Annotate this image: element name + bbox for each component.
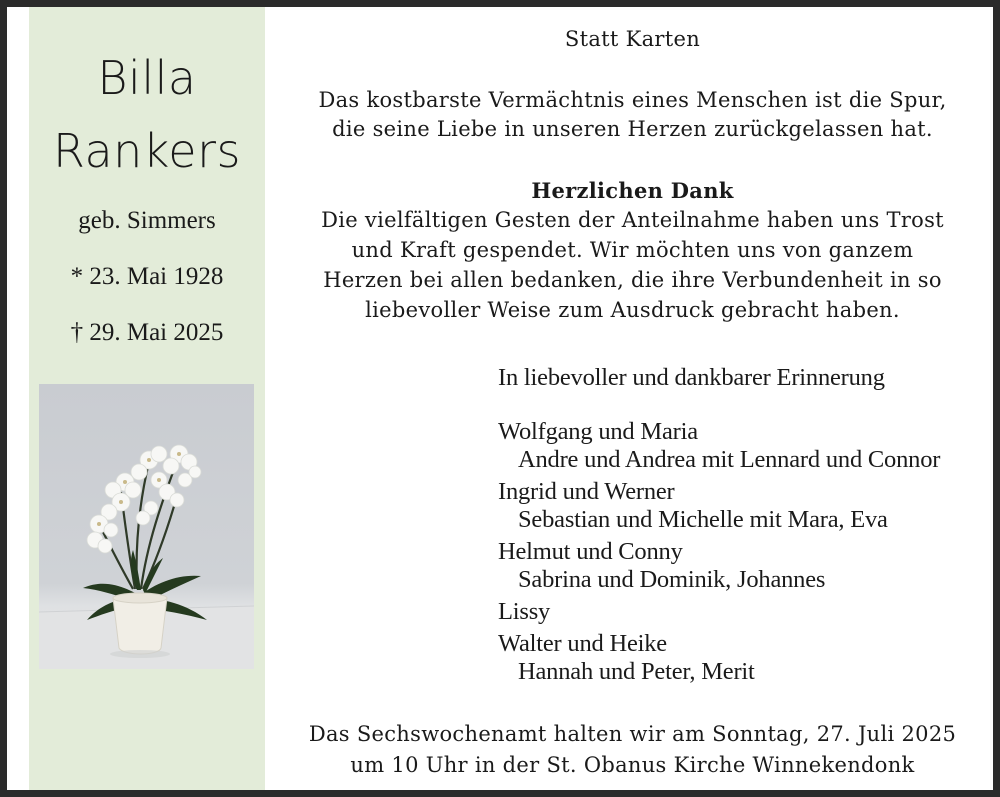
orchid-illustration — [39, 384, 254, 669]
family-parents: Helmut und Conny — [498, 538, 683, 565]
deceased-last-name: Rankers — [53, 124, 241, 178]
birth-name: geb. Simmers — [78, 207, 216, 234]
remembrance-line: In liebevoller und dankbarer Erinnerung — [498, 364, 885, 391]
family-children: Hannah und Peter, Merit — [518, 658, 755, 685]
death-date: † 29. Mai 2025 — [70, 319, 224, 346]
notice-content — [265, 7, 1000, 790]
family-children: Andre und Andrea mit Lennard und Connor — [518, 446, 941, 473]
service-line-2: um 10 Uhr in der St. Obanus Kirche Winnekendonk — [350, 753, 915, 777]
thanks-heading: Herzlichen Dank — [531, 178, 734, 203]
quote-line-1: Das kostbarste Vermächtnis eines Menschen ist die Spur, — [318, 88, 947, 112]
sidebar-panel — [29, 7, 265, 790]
quote-line-2: die seine Liebe in unseren Herzen zurückgelassen hat. — [332, 117, 933, 141]
deceased-first-name: Billa — [97, 51, 197, 105]
thanks-line-1: Die vielfältigen Gesten der Anteilnahme haben uns Trost — [321, 208, 944, 232]
thanks-line-4: liebevoller Weise zum Ausdruck gebracht haben. — [365, 298, 900, 322]
notice-header: Statt Karten — [564, 27, 701, 51]
service-line-1: Das Sechswochenamt halten wir am Sonntag, 27. Juli 2025 — [308, 722, 957, 746]
family-parents: Walter und Heike — [498, 630, 667, 657]
family-parents: Ingrid und Werner — [498, 478, 675, 505]
family-children: Sebastian und Michelle mit Mara, Eva — [518, 506, 888, 533]
family-parents: Lissy — [498, 598, 551, 625]
family-children: Sabrina und Dominik, Johannes — [518, 566, 826, 593]
thanks-line-2: und Kraft gespendet. Wir möchten uns von ganzem — [351, 238, 914, 262]
orchid-photo — [39, 384, 254, 669]
thanks-line-3: Herzen bei allen bedanken, die ihre Verbundenheit in so — [323, 268, 942, 292]
family-parents: Wolfgang und Maria — [498, 418, 698, 445]
birth-date: * 23. Mai 1928 — [70, 263, 224, 290]
